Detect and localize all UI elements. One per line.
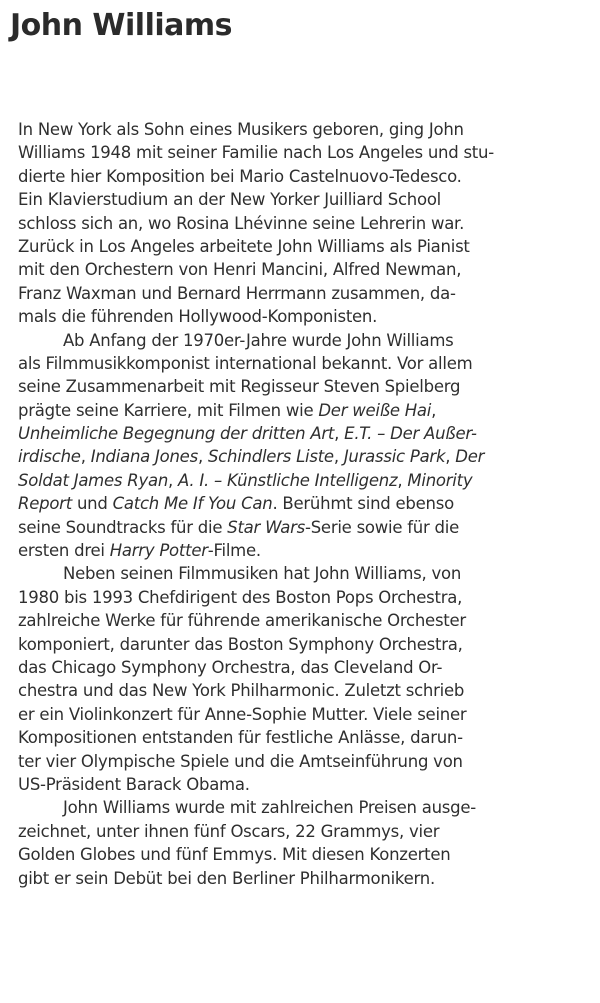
text-line [18, 469, 594, 492]
text-line [18, 235, 594, 258]
text-run: . Berühmt sind ebenso [272, 494, 454, 514]
text-line [18, 258, 594, 281]
text-line [18, 539, 594, 562]
text-run: zeichnet, unter ihnen fünf Oscars, 22 Grammys, vier [18, 821, 440, 841]
text-line [18, 141, 594, 164]
text-run: er ein Violinkonzert für Anne-Sophie Mutter. Viele seiner [18, 704, 467, 724]
italic-title-text: E.T. – Der Außer- [344, 424, 477, 444]
text-run: -Filme. [207, 541, 261, 561]
text-line [18, 703, 594, 726]
text-run: , [197, 447, 208, 467]
paragraph-3 [18, 562, 594, 796]
text-line [18, 516, 594, 539]
italic-title-text: Schindlers Liste [207, 447, 334, 467]
text-run: John Williams wurde mit zahlreichen Preisen ausge- [63, 798, 476, 818]
text-line [18, 492, 594, 515]
italic-title-text: Report [18, 494, 72, 514]
text-run: Kompositionen entstanden für festliche Anlässe, darun- [18, 728, 463, 748]
text-run: , [397, 470, 408, 490]
text-run: US-Präsident Barack Obama. [18, 774, 250, 794]
text-run: und [71, 494, 113, 514]
paragraph-2 [18, 329, 594, 563]
text-run: schloss sich an, wo Rosina Lhévinne seine Lehrerin war. [18, 213, 465, 233]
text-run: ter vier Olympische Spiele und die Amtseinführung von [18, 751, 463, 771]
text-line [18, 679, 594, 702]
text-run: , [80, 447, 91, 467]
page-title: John Williams [10, 8, 233, 43]
italic-title-text: Soldat James Ryan [18, 470, 169, 490]
text-line [18, 329, 594, 352]
text-run: dierte hier Komposition bei Mario Castelnuovo-Tedesco. [18, 166, 462, 186]
text-line [18, 633, 594, 656]
text-run: als Filmmusikkomponist international bekannt. Vor allem [18, 353, 473, 373]
text-line [18, 375, 594, 398]
italic-title-text: A. I. – Künstliche Intelligenz [178, 470, 398, 490]
text-run: In New York als Sohn eines Musikers geboren, ging John [18, 120, 464, 139]
text-line [18, 305, 594, 328]
italic-title-text: Star Wars [227, 517, 305, 537]
text-run: mals die führenden Hollywood-Komponisten. [18, 307, 378, 327]
text-line [18, 726, 594, 749]
text-line [18, 609, 594, 632]
text-line [18, 165, 594, 188]
text-run: , [431, 400, 437, 420]
text-run: chestra und das New York Philharmonic. Zuletzt schrieb [18, 681, 465, 701]
text-run: , [445, 447, 456, 467]
text-line [18, 399, 594, 422]
text-line [18, 586, 594, 609]
text-line [18, 282, 594, 305]
text-run: Ab Anfang der 1970er-Jahre wurde John Williams [63, 330, 454, 350]
text-line [18, 212, 594, 235]
text-run: 1980 bis 1993 Chefdirigent des Boston Pops Orchestra, [18, 587, 463, 607]
italic-title-text: irdische [18, 447, 81, 467]
text-run: seine Zusammenarbeit mit Regisseur Steven Spielberg [18, 377, 461, 397]
text-line [18, 422, 594, 445]
text-run: Neben seinen Filmmusiken hat John Williams, von [63, 564, 462, 584]
italic-title-text: Unheimliche Begegnung der dritten Art [18, 424, 335, 444]
text-line [18, 773, 594, 796]
text-run: Zurück in Los Angeles arbeitete John Williams als Pianist [18, 236, 470, 256]
text-run: , [334, 424, 345, 444]
text-line [18, 562, 594, 585]
italic-title-text: Der weiße Hai [318, 400, 432, 420]
text-run: gibt er sein Debüt bei den Berliner Philharmonikern. [18, 868, 435, 888]
text-line [18, 445, 594, 468]
text-run: seine Soundtracks für die [18, 517, 228, 537]
text-line [18, 750, 594, 773]
text-run: das Chicago Symphony Orchestra, das Cleveland Or- [18, 657, 443, 677]
biography-text [18, 118, 594, 890]
text-line [18, 352, 594, 375]
text-line [18, 118, 594, 141]
text-run: mit den Orchestern von Henri Mancini, Alfred Newman, [18, 260, 462, 280]
text-line [18, 820, 594, 843]
text-line [18, 796, 594, 819]
text-line [18, 843, 594, 866]
text-run: Williams 1948 mit seiner Familie nach Los Angeles und stu- [18, 143, 494, 163]
paragraph-1 [18, 118, 594, 329]
text-run: zahlreiche Werke für führende amerikanische Orchester [18, 611, 466, 631]
italic-title-text: Indiana Jones [90, 447, 198, 467]
text-run: Ein Klavierstudium an der New Yorker Juilliard School [18, 190, 441, 210]
paragraph-4 [18, 796, 594, 890]
text-run: -Serie sowie für die [304, 517, 459, 537]
text-line [18, 188, 594, 211]
italic-title-text: Jurassic Park [343, 447, 446, 467]
text-run: Franz Waxman und Bernard Herrmann zusammen, da- [18, 283, 456, 303]
text-run: ersten drei [18, 541, 110, 561]
italic-title-text: Minority [407, 470, 473, 490]
text-line [18, 867, 594, 890]
italic-title-text: Der [455, 447, 485, 467]
text-run: Golden Globes und fünf Emmys. Mit diesen Konzerten [18, 845, 451, 865]
italic-title-text: Catch Me If You Can [112, 494, 273, 514]
text-run: , [168, 470, 179, 490]
text-run: prägte seine Karriere, mit Filmen wie [18, 400, 319, 420]
text-line [18, 656, 594, 679]
text-run: , [333, 447, 344, 467]
text-run: komponiert, darunter das Boston Symphony Orchestra, [18, 634, 463, 654]
italic-title-text: Harry Potter [109, 541, 208, 561]
